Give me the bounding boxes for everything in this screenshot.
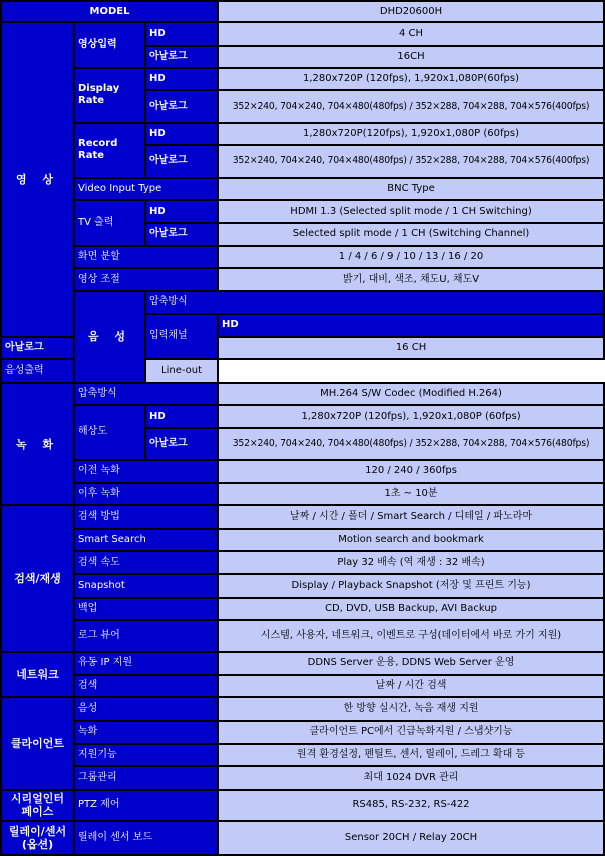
item-label: 검색 속도 <box>74 551 218 574</box>
item-label: 화면 분할 <box>74 246 218 268</box>
spec-row <box>1 766 604 789</box>
item-label: 압축방식 <box>145 291 604 313</box>
spec-row <box>1 529 604 551</box>
spec-table-body <box>1 1 604 855</box>
input-type-label: HD <box>218 314 604 337</box>
input-type-label: 아날로그 <box>145 223 218 245</box>
spec-row <box>1 22 604 45</box>
spec-value: Play 32 배속 (역 재생 : 32 배속) <box>218 551 604 574</box>
model-value: DHD20600H <box>218 1 604 22</box>
spec-value: 1,280x720P (120fps), 1,920x1,080P(60fps) <box>218 68 604 90</box>
spec-value: MH.264 S/W Codec (Modified H.264) <box>218 383 604 405</box>
spec-row <box>1 483 604 505</box>
item-label: 유동 IP 지원 <box>74 652 218 675</box>
item-label: 영상 조절 <box>74 268 218 291</box>
item-label: 검색 <box>74 675 218 697</box>
spec-value: HDMI 1.3 (Selected split mode / 1 CH Switching) <box>218 200 604 223</box>
item-label: 지원기능 <box>74 744 218 766</box>
item-label: 압축방식 <box>74 383 218 405</box>
spec-value: Sensor 20CH / Relay 20CH <box>218 821 604 855</box>
item-label: Video Input Type <box>74 178 218 200</box>
category-label: 검색/재생 <box>1 505 74 651</box>
spec-value: Motion search and bookmark <box>218 529 604 551</box>
spec-row <box>1 405 604 428</box>
spec-row <box>1 652 604 675</box>
spec-value: 16CH <box>218 46 604 68</box>
spec-value: 최대 1024 DVR 관리 <box>218 766 604 789</box>
spec-value: 1,280x720P(120fps), 1,920x1,080P (60fps) <box>218 123 604 145</box>
category-label: 음 성 <box>74 291 145 382</box>
item-label: 그룹관리 <box>74 766 218 789</box>
item-label: 검색 방법 <box>74 505 218 528</box>
spec-row <box>1 551 604 574</box>
spec-row <box>1 200 604 223</box>
category-label: 네트워크 <box>1 652 74 698</box>
spec-row <box>1 697 604 720</box>
spec-value: 시스템, 사용자, 네트워크, 이벤트로 구성(데이터에서 바로 가기 지원) <box>218 620 604 651</box>
item-label: 로그 뷰어 <box>74 620 218 651</box>
spec-row <box>1 291 604 313</box>
input-type-label: HD <box>145 405 218 428</box>
spec-value: 클라이언트 PC에서 긴급녹화지원 / 스냅샷기능 <box>218 721 604 744</box>
item-label: 음성 <box>74 697 218 720</box>
spec-value: 16 CH <box>218 337 604 359</box>
item-label: 이전 녹화 <box>74 460 218 483</box>
input-type-label: 아날로그 <box>145 90 218 122</box>
spec-value: 4 CH <box>218 22 604 45</box>
spec-value: 원격 환경설정, 펜틸트, 센서, 릴레이, 드레그 확대 등 <box>218 744 604 766</box>
item-label: 영상입력 <box>74 22 145 68</box>
spec-row <box>1 790 604 821</box>
header-row <box>1 1 604 22</box>
spec-row <box>1 178 604 200</box>
item-label: 이후 녹화 <box>74 483 218 505</box>
spec-value: 352×240, 704×240, 704×480(480fps) / 352×288, 704×288, 704×576(400fps) <box>218 90 604 122</box>
spec-value: 120 / 240 / 360fps <box>218 460 604 483</box>
input-type-label: 아날로그 <box>145 145 218 177</box>
item-label: Display Rate <box>74 68 145 123</box>
spec-row <box>1 68 604 90</box>
spec-value: RS485, RS-232, RS-422 <box>218 790 604 821</box>
item-label: PTZ 제어 <box>74 790 218 821</box>
spec-value: 날짜 / 시간 / 폴더 / Smart Search / 디테일 / 파노라마 <box>218 505 604 528</box>
spec-value: DDNS Server 운용, DDNS Web Server 운영 <box>218 652 604 675</box>
spec-row <box>1 620 604 651</box>
spec-value: 날짜 / 시간 검색 <box>218 675 604 697</box>
spec-value: 352×240, 704×240, 704×480(480fps) / 352×288, 704×288, 704×576(400fps) <box>218 145 604 177</box>
category-label: 녹 화 <box>1 383 74 506</box>
item-label: 릴레이 센서 보드 <box>74 821 218 855</box>
item-label: Smart Search <box>74 529 218 551</box>
spec-row <box>1 359 604 382</box>
spec-row <box>1 721 604 744</box>
spec-row <box>1 123 604 145</box>
spec-row <box>1 821 604 855</box>
spec-row <box>1 460 604 483</box>
spec-value: Line-out <box>145 359 218 382</box>
spec-value: Display / Playback Snapshot (저장 및 프린트 기능) <box>218 574 604 597</box>
item-label: 입력채널 <box>145 314 218 360</box>
spec-value: 1초 ~ 10분 <box>218 483 604 505</box>
spec-value: 1 / 4 / 6 / 9 / 10 / 13 / 16 / 20 <box>218 246 604 268</box>
spec-row <box>1 574 604 597</box>
input-type-label: 아날로그 <box>145 428 218 459</box>
spec-row <box>1 383 604 405</box>
spec-row <box>1 246 604 268</box>
input-type-label: 아날로그 <box>1 337 74 359</box>
spec-value: CD, DVD, USB Backup, AVI Backup <box>218 598 604 620</box>
spec-row <box>1 744 604 766</box>
spec-value: 352×240, 704×240, 704×480(480fps) / 352×288, 704×288, 704×576(480fps) <box>218 428 604 459</box>
model-label: MODEL <box>1 1 218 22</box>
spec-value: 밝기, 대비, 색조, 채도U, 채도V <box>218 268 604 291</box>
item-label: Record Rate <box>74 123 145 178</box>
item-label: TV 출력 <box>74 200 145 246</box>
category-label: 릴레이/센서 (옵션) <box>1 821 74 855</box>
input-type-label: HD <box>145 22 218 45</box>
item-label: 녹화 <box>74 721 218 744</box>
spec-value: 1,280x720P (120fps), 1,920x1,080P (60fps) <box>218 405 604 428</box>
input-type-label: HD <box>145 68 218 90</box>
input-type-label: 아날로그 <box>145 46 218 68</box>
spec-value: 한 방향 실시간, 녹음 재생 지원 <box>218 697 604 720</box>
category-label: 클라이언트 <box>1 697 74 789</box>
item-label: 백업 <box>74 598 218 620</box>
spec-value: BNC Type <box>218 178 604 200</box>
spec-row <box>1 675 604 697</box>
category-label: 시리얼인터 페이스 <box>1 790 74 821</box>
spec-row <box>1 505 604 528</box>
spec-row <box>1 598 604 620</box>
spec-row <box>1 268 604 291</box>
input-type-label: HD <box>145 123 218 145</box>
item-label: Snapshot <box>74 574 218 597</box>
input-type-label: HD <box>145 200 218 223</box>
item-label: 해상도 <box>74 405 145 460</box>
item-label: 음성출력 <box>1 359 145 382</box>
spec-value: Selected split mode / 1 CH (Switching Channel) <box>218 223 604 245</box>
category-label: 영 상 <box>1 22 74 337</box>
